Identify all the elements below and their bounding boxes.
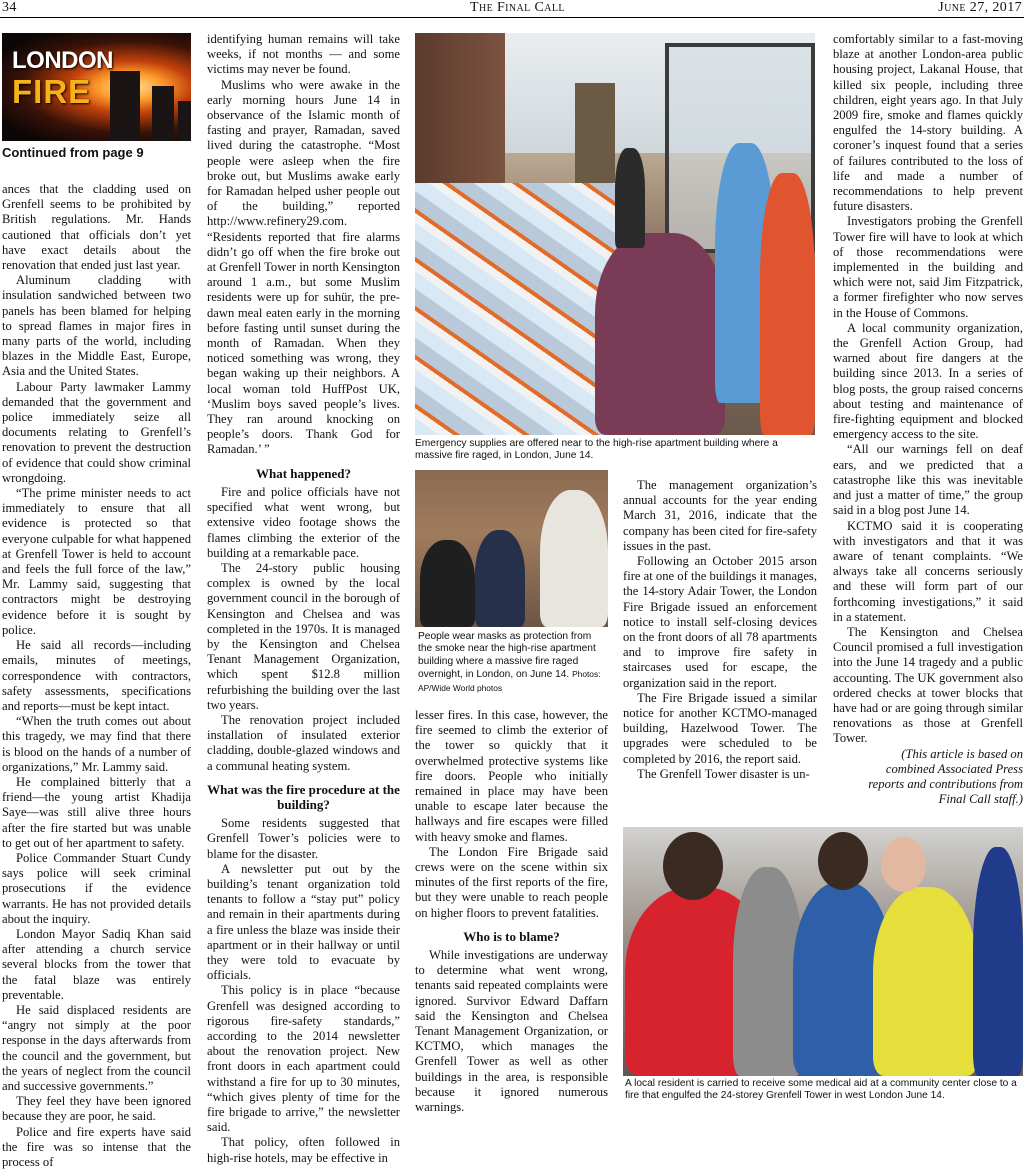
paragraph: London Mayor Sadiq Khan said after attending a church service several blocks from the tower that the fatal blaze was entirely preventable.	[2, 926, 191, 1002]
paragraph: “The prime minister needs to act immediately to ensure that all evidence is protected so that everyone culpable for what happened at Grenfell Tower is held to account and feels the full force of the law,” Mr. Lammy said, suggesting that contractors might be destroying evidence before it is sought by police.	[2, 486, 191, 637]
paragraph: lesser fires. In this case, however, the fire seemed to climb the exterior of the tower so quickly that it overwhelmed protective systems like fire doors. People who initially remained in place may have been unable to escape later because the hallways and fire escapes were filled with heavy smoke and flames.	[415, 708, 608, 844]
photo-resident-carried	[623, 827, 1023, 1076]
article-column-4	[623, 478, 817, 782]
paragraph: Muslims who were awake in the early morning hours June 14 in observance of the Islamic month of fasting and prayer, Ramadan, saved lived during the catastrophe. “Most people were asleep when the fire broke out, but Muslims awake early for Ramadan helped usher people out of the building,” reported http://www.refinery29.com. “Residents reported that fire alarms didn’t go off when the fire broke out at Grenfell Tower in north Kensington around 1 a.m., but some Muslim residents were up for suhür, the pre-dawn meal eaten early in the morning before fasting until sunset during the month of Ramadan. When they noticed something was wrong, they began waking up their neighbors. A local woman told HuffPost UK, ‘Muslim boys saved people’s lives. They ran around knocking on people’s doors. Thank God for Ramadan.’ ”	[207, 77, 400, 457]
caption-masks	[418, 631, 608, 695]
paragraph: That policy, often followed in high-rise hotels, may be effective in	[207, 1135, 400, 1165]
london-fire-thumbnail	[2, 33, 191, 141]
paragraph: He complained bitterly that a friend—the young artist Khadija Saye—was still alive three hours after the fire started but was unable to get out of her apartment to safety.	[2, 774, 191, 850]
paragraph: Some residents suggested that Grenfell Tower’s policies were to blame for the disaster.	[207, 816, 400, 861]
article-column-2	[207, 32, 400, 1166]
paragraph: Police Commander Stuart Cundy says police will seek criminal prosecutions if the evidence warrants. He has not provided details about the inquiry.	[2, 850, 191, 926]
paragraph: A local community organization, the Grenfell Action Group, had warned about fire dangers at the building since 2013. In a series of blog posts, the group raised concerns about testing and maintenance of fire-fighting equipment and blocked emergency access to the site.	[833, 320, 1023, 442]
paragraph: identifying human remains will take weeks, if not months — and some victims may never be found.	[207, 32, 400, 77]
caption-emergency-supplies: Emergency supplies are offered near to the high-rise apartment building where a massive fire raged, in London, June 14.	[415, 438, 778, 462]
paragraph: The 24-story public housing complex is owned by the local government council in the borough of Kensington and Chelsea and was completed in the 1970s. It is managed by the Kensington and Chelsea Tenant Management Organization, which spent $12.8 million refurbishing the building over the last two years.	[207, 560, 400, 712]
article-column-1	[2, 182, 191, 1170]
paragraph: He said all records—including emails, minutes of meetings, correspondence with contractors, safety assessments, specifications and reports—must be kept intact.	[2, 638, 191, 713]
photo-people-with-masks	[415, 470, 608, 627]
paragraph: The Fire Brigade issued a similar notice for another KCTMO-managed building, Hazelwood Tower. The upgrades were scheduled to be completed by 2016, the report said.	[623, 690, 817, 766]
paragraph: Police and fire experts have said the fire was so intense that the process of	[2, 1124, 191, 1169]
article-column-5	[833, 32, 1023, 807]
issue-date: June 27, 2017	[938, 0, 1022, 15]
paragraph: comfortably similar to a fast-moving blaze at another London-area public housing project, Lakanal House, that killed six people, including three children, eight years ago. In that July 2009 fire, smoke and flames quickly engulfed the 14-story building. A coroner’s inquest found that a series of failures contributed to the loss of life and made a number of recommendations to help prevent future disasters.	[833, 32, 1023, 214]
paragraph: Aluminum cladding with insulation sandwiched between two panels has been blamed for helping to spread flames in major fires in many parts of the world, including blazes in the Middle East, Europe, Asia and the United States.	[2, 273, 191, 379]
paragraph: “All our warnings fell on deaf ears, and we predicted that a catastrophe like this was inevitable and just a matter of time,” the group said in a blog post June 14.	[833, 442, 1023, 518]
page-header	[0, 0, 1024, 18]
thumbnail-title-line1: LONDON	[12, 47, 113, 74]
paragraph: He said displaced residents are “angry not simply at the poor response in the days afterwards from the council and the government, but the years of neglect from the council and successive governments.”	[2, 1002, 191, 1093]
paragraph: Labour Party lawmaker Lammy demanded that the government and police immediately seize all documents relating to Grenfell’s renovation to prevent the destruction of evidence that could show criminal wrongdoing.	[2, 379, 191, 485]
subheading-fire-procedure: What was the fire procedure at the building?	[207, 781, 400, 812]
paragraph: The management organization’s annual accounts for the year ending March 31, 2016, indicate that the company has been cited for fire-safety issues in the past.	[623, 478, 817, 553]
paragraph: “When the truth comes out about this tragedy, we may find that there is blood on the hands of a number of organizations,” Mr. Lammy said.	[2, 714, 191, 774]
continued-from-label: Continued from page 9	[2, 145, 144, 160]
thumbnail-title-line2: FIRE	[12, 73, 92, 110]
paragraph: While investigations are underway to determine what went wrong, tenants said repeated complaints were ignored. Survivor Edward Daffarn said the Kensington and Chelsea Tenant Management Organization, or KCTMO, which manages the Grenfell Tower as well as other buildings in the area, is responsible because it ignored numerous warnings.	[415, 948, 608, 1115]
paragraph: They feel they have been ignored because they are poor, he said.	[2, 1094, 191, 1124]
paragraph: The renovation project included installation of insulated exterior cladding, double-glazed windows and a communal heating system.	[207, 712, 400, 773]
paragraph: The Kensington and Chelsea Council promised a full investigation into the June 14 tragedy and a public accounting. The UK government also ordered checks at tower blocks that have had or are going through similar renovations as those at Grenfell Tower.	[833, 624, 1023, 746]
paragraph: A newsletter put out by the building’s tenant organization told tenants to follow a “stay put” policy and remain in their apartments during a fire unless the blaze was inside their apartment or in their hallway or until they were told to evacuate by officials.	[207, 861, 400, 983]
article-source-note: (This article is based on combined Associated Press reports and contributions from Final Call staff.)	[868, 746, 1023, 807]
page-number: 34	[2, 0, 17, 15]
publication-name: The Final Call	[470, 0, 565, 15]
paragraph: ances that the cladding used on Grenfell seems to be prohibited by British regulations. Mr. Hands cautioned that officials don’t yet have exact details about the renovation that ended just last year.	[2, 182, 191, 273]
paragraph: This policy is in place “because Grenfell was designed according to rigorous fire-safety standards,” according to the 2014 newsletter about the renovation project. New front doors in each apartment could withstand a fire for up to 30 minutes, “which gives plenty of time for the fire brigade to arrive,” the newsletter said.	[207, 983, 400, 1135]
paragraph: The Grenfell Tower disaster is un-	[637, 766, 810, 781]
paragraph: The London Fire Brigade said crews were on the scene within six minutes of the first reports of the fire, but they were unable to reach people on higher floors to prevent fatalities.	[415, 844, 608, 920]
paragraph: Fire and police officials have not specified what went wrong, but extensive video footage shows the flames climbing the exterior of the building at a remarkable pace.	[207, 484, 400, 560]
caption-resident: A local resident is carried to receive some medical aid at a community center close to a fire that engulfed the 24-storey Grenfell Tower in west London June 14.	[625, 1078, 1017, 1102]
paragraph: Following an October 2015 arson fire at one of the buildings it manages, the 14-story Adair Tower, the London Fire Brigade issued an enforcement notice to install self-closing devices on the front doors of all 78 apartments and to improve fire safety in staircases used for escape, the organization said in the report.	[623, 554, 817, 690]
subheading-who-to-blame: Who is to blame?	[463, 928, 560, 944]
photo-credit: Photos: AP/Wide World photos	[418, 669, 601, 693]
caption-masks-text: People wear masks as protection from the smoke near the high-rise apartment building where a massive fire raged overnight, in London, on June 14.	[418, 631, 596, 681]
article-column-3	[415, 708, 608, 1115]
paragraph: KCTMO said it is cooperating with investigators and that it was aware of tenant complaints. “We always take all concerns seriously and these will form part of our forthcoming investigations,” it said in a statement.	[833, 518, 1023, 624]
subheading-what-happened: What happened?	[256, 465, 351, 481]
photo-emergency-supplies	[415, 33, 815, 435]
paragraph: Investigators probing the Grenfell Tower fire will have to look at which of those recommendations were implemented in the building and which were not, said Jim Fitzpatrick, a former firefighter who now serves in the House of Commons.	[833, 214, 1023, 320]
